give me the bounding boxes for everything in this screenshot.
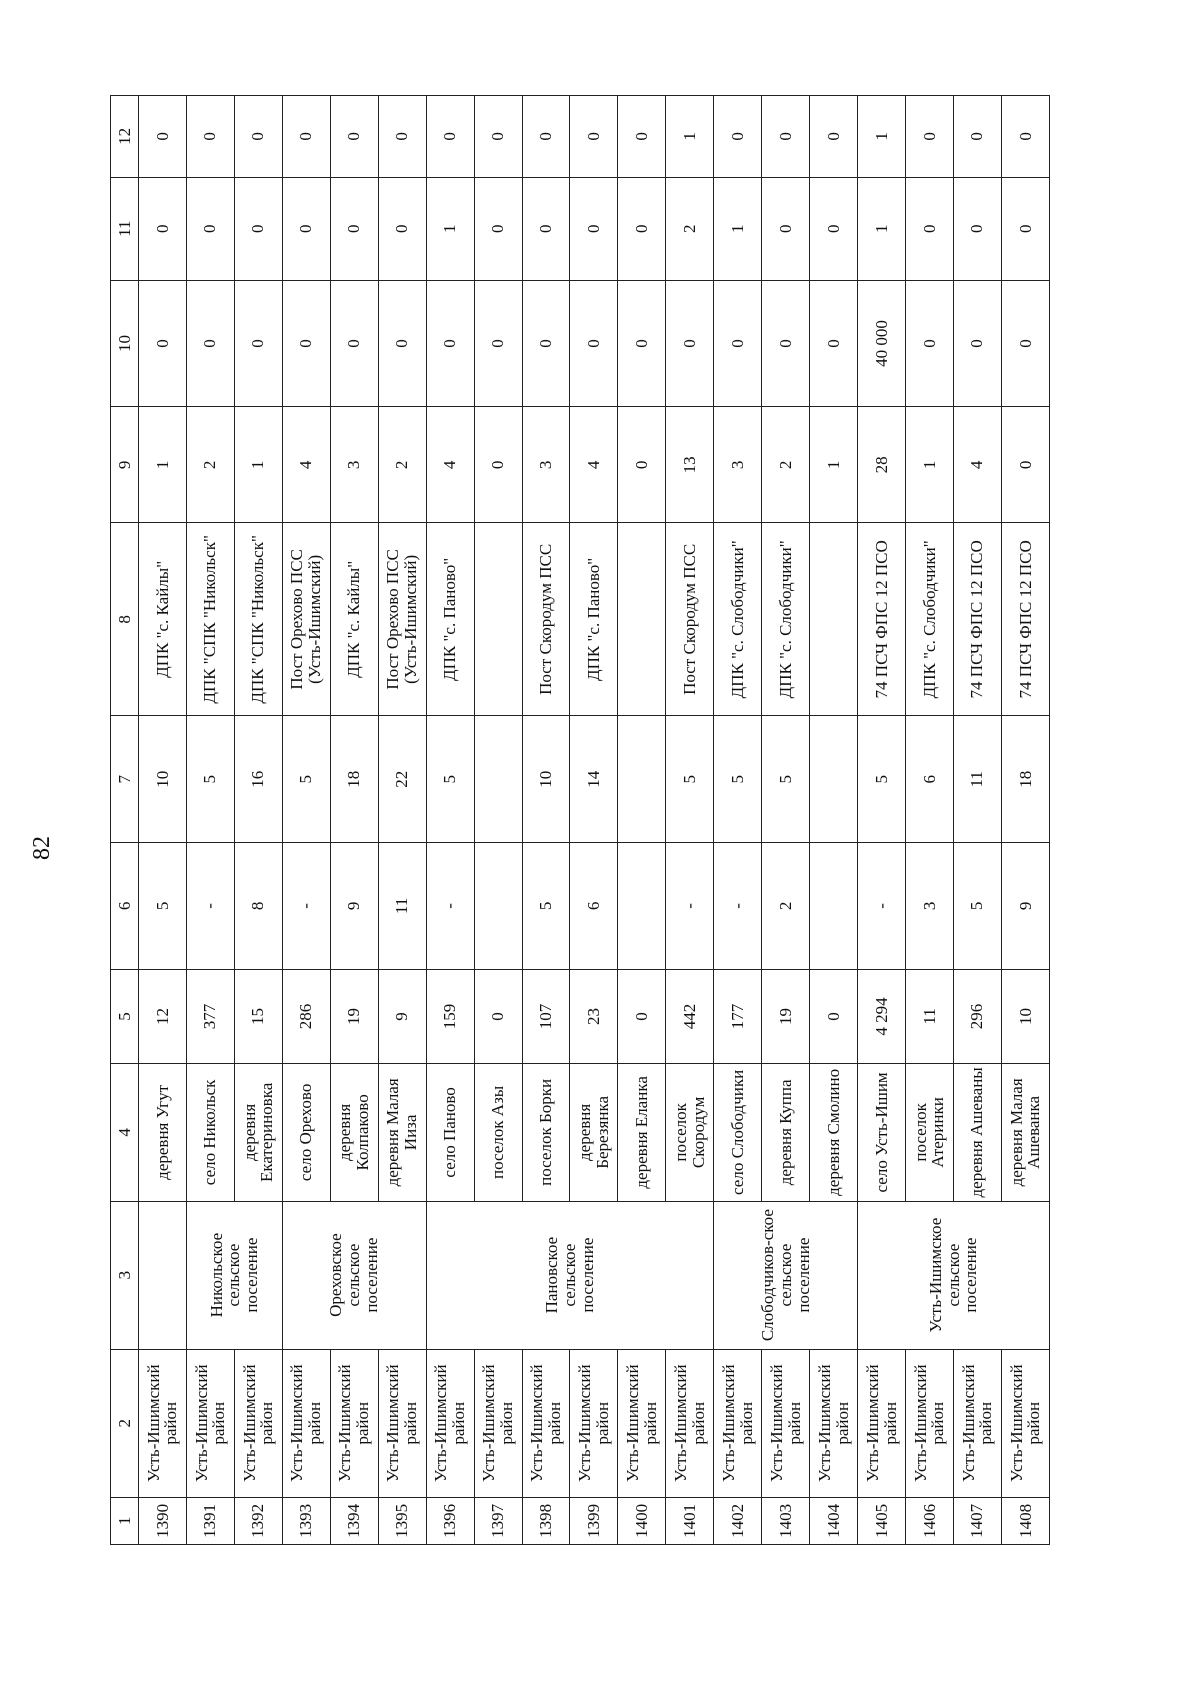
row-number-cell: 1400: [618, 1497, 666, 1544]
column-header: 1: [111, 1497, 139, 1544]
value-cell-col9: 1: [906, 407, 954, 523]
value-cell-col7: [810, 716, 858, 843]
settlement-group-cell: [139, 1201, 187, 1349]
table-body: [139, 96, 1050, 1545]
population-cell: 19: [762, 969, 810, 1063]
value-cell-col12: 0: [474, 96, 522, 178]
value-cell-col12: 0: [570, 96, 618, 178]
value-cell-col10: 0: [330, 280, 378, 407]
column-header: 6: [111, 843, 139, 970]
value-cell-col11: 0: [378, 177, 426, 280]
value-cell-col10: 0: [714, 280, 762, 407]
column-header: 4: [111, 1064, 139, 1201]
value-cell-col11: 1: [858, 177, 906, 280]
value-cell-col12: 0: [714, 96, 762, 178]
district-cell: Усть-Ишимский район: [953, 1349, 1001, 1497]
fire-unit-cell: ДПК "с. Паново": [570, 523, 618, 716]
locality-cell: село Паново: [426, 1064, 474, 1201]
fire-unit-cell: ДПК "с. Кайлы": [330, 523, 378, 716]
column-header: 2: [111, 1349, 139, 1497]
fire-unit-cell: ДПК "с. Слободчики": [714, 523, 762, 716]
district-cell: Усть-Ишимский район: [522, 1349, 570, 1497]
population-cell: 4 294: [858, 969, 906, 1063]
value-cell-col6: -: [666, 843, 714, 970]
district-cell: Усть-Ишимский район: [810, 1349, 858, 1497]
value-cell-col6: 9: [1001, 843, 1049, 970]
row-number-cell: 1390: [139, 1497, 187, 1544]
district-cell: Усть-Ишимский район: [1001, 1349, 1049, 1497]
value-cell-col10: 0: [618, 280, 666, 407]
value-cell-col7: 16: [234, 716, 282, 843]
district-cell: Усть-Ишимский район: [330, 1349, 378, 1497]
fire-unit-cell: ДПК "с. Слободчики": [906, 523, 954, 716]
district-cell: Усть-Ишимский район: [618, 1349, 666, 1497]
value-cell-col9: 0: [618, 407, 666, 523]
column-header: 9: [111, 407, 139, 523]
table-row: [186, 96, 234, 1545]
column-header: 3: [111, 1201, 139, 1349]
fire-unit-cell: ДПК "с. Кайлы": [139, 523, 187, 716]
locality-cell: деревня Екатериновка: [234, 1064, 282, 1201]
value-cell-col11: 0: [522, 177, 570, 280]
value-cell-col9: 3: [330, 407, 378, 523]
fire-unit-cell: ДПК "с. Паново": [426, 523, 474, 716]
population-cell: 11: [906, 969, 954, 1063]
district-cell: Усть-Ишимский район: [762, 1349, 810, 1497]
value-cell-col10: 0: [953, 280, 1001, 407]
value-cell-col7: 6: [906, 716, 954, 843]
value-cell-col9: 2: [378, 407, 426, 523]
value-cell-col12: 1: [858, 96, 906, 178]
table-row: [714, 96, 762, 1545]
value-cell-col6: -: [186, 843, 234, 970]
value-cell-col6: 5: [522, 843, 570, 970]
value-cell-col7: [474, 716, 522, 843]
row-number-cell: 1392: [234, 1497, 282, 1544]
district-cell: Усть-Ишимский район: [858, 1349, 906, 1497]
fire-unit-cell: [474, 523, 522, 716]
value-cell-col9: 4: [953, 407, 1001, 523]
locality-cell: село Слободчики: [714, 1064, 762, 1201]
table-row: [858, 96, 906, 1545]
population-cell: 23: [570, 969, 618, 1063]
population-cell: 9: [378, 969, 426, 1063]
row-number-cell: 1408: [1001, 1497, 1049, 1544]
value-cell-col12: 0: [810, 96, 858, 178]
value-cell-col7: 5: [858, 716, 906, 843]
row-number-cell: 1404: [810, 1497, 858, 1544]
value-cell-col7: 11: [953, 716, 1001, 843]
value-cell-col6: -: [858, 843, 906, 970]
settlement-group-cell: Никольское сельское поселение: [186, 1201, 282, 1349]
value-cell-col10: 0: [234, 280, 282, 407]
value-cell-col6: 8: [234, 843, 282, 970]
value-cell-col6: 5: [139, 843, 187, 970]
value-cell-col11: 2: [666, 177, 714, 280]
locality-cell: деревня Малая Ашеванка: [1001, 1064, 1049, 1201]
value-cell-col9: 2: [186, 407, 234, 523]
value-cell-col11: 0: [330, 177, 378, 280]
fire-unit-cell: Пост Орехово ПСС (Усть-Ишимский): [282, 523, 330, 716]
district-cell: Усть-Ишимский район: [666, 1349, 714, 1497]
column-header: 10: [111, 280, 139, 407]
value-cell-col11: 0: [1001, 177, 1049, 280]
value-cell-col12: 0: [282, 96, 330, 178]
value-cell-col9: 3: [714, 407, 762, 523]
value-cell-col10: 0: [570, 280, 618, 407]
row-number-cell: 1401: [666, 1497, 714, 1544]
fire-unit-cell: [810, 523, 858, 716]
value-cell-col7: [618, 716, 666, 843]
value-cell-col10: 0: [426, 280, 474, 407]
value-cell-col10: 0: [666, 280, 714, 407]
population-cell: 159: [426, 969, 474, 1063]
district-cell: Усть-Ишимский район: [234, 1349, 282, 1497]
value-cell-col10: 0: [522, 280, 570, 407]
population-cell: 10: [1001, 969, 1049, 1063]
value-cell-col11: 0: [474, 177, 522, 280]
value-cell-col7: 22: [378, 716, 426, 843]
fire-unit-cell: ДПК "СПК "Никольск": [186, 523, 234, 716]
locality-cell: деревня Куппа: [762, 1064, 810, 1201]
population-cell: 286: [282, 969, 330, 1063]
locality-cell: поселок Азы: [474, 1064, 522, 1201]
locality-cell: деревня Малая Ииза: [378, 1064, 426, 1201]
value-cell-col9: 4: [570, 407, 618, 523]
value-cell-col9: 1: [810, 407, 858, 523]
row-number-cell: 1399: [570, 1497, 618, 1544]
rotated-table-wrapper: [110, 95, 1050, 1545]
value-cell-col11: 0: [953, 177, 1001, 280]
fire-unit-cell: Пост Орехово ПСС (Усть-Ишимский): [378, 523, 426, 716]
row-number-cell: 1394: [330, 1497, 378, 1544]
value-cell-col9: 1: [139, 407, 187, 523]
row-number-cell: 1398: [522, 1497, 570, 1544]
district-cell: Усть-Ишимский район: [378, 1349, 426, 1497]
locality-cell: деревня Угут: [139, 1064, 187, 1201]
value-cell-col11: 0: [906, 177, 954, 280]
district-cell: Усть-Ишимский район: [570, 1349, 618, 1497]
row-number-cell: 1393: [282, 1497, 330, 1544]
fire-unit-cell: 74 ПСЧ ФПС 12 ПСО: [858, 523, 906, 716]
value-cell-col7: 5: [186, 716, 234, 843]
value-cell-col6: [474, 843, 522, 970]
column-header: 12: [111, 96, 139, 178]
population-cell: 442: [666, 969, 714, 1063]
value-cell-col11: 0: [570, 177, 618, 280]
row-number-cell: 1391: [186, 1497, 234, 1544]
page-number: 82: [29, 836, 55, 860]
value-cell-col6: -: [282, 843, 330, 970]
settlement-group-cell: Пановское сельское поселение: [426, 1201, 714, 1349]
locality-cell: село Орехово: [282, 1064, 330, 1201]
value-cell-col6: -: [714, 843, 762, 970]
table-row: [426, 96, 474, 1545]
population-cell: 377: [186, 969, 234, 1063]
value-cell-col7: 5: [282, 716, 330, 843]
row-number-cell: 1407: [953, 1497, 1001, 1544]
value-cell-col7: 5: [762, 716, 810, 843]
row-number-cell: 1402: [714, 1497, 762, 1544]
population-cell: 296: [953, 969, 1001, 1063]
population-cell: 19: [330, 969, 378, 1063]
settlement-group-cell: Ореховское сельское поселение: [282, 1201, 426, 1349]
value-cell-col11: 0: [618, 177, 666, 280]
locality-cell: поселок Атеринки: [906, 1064, 954, 1201]
value-cell-col12: 0: [186, 96, 234, 178]
fire-unit-cell: ДПК "с. Слободчики": [762, 523, 810, 716]
value-cell-col9: 0: [1001, 407, 1049, 523]
locality-cell: село Никольск: [186, 1064, 234, 1201]
value-cell-col6: [618, 843, 666, 970]
value-cell-col12: 0: [139, 96, 187, 178]
population-cell: 0: [810, 969, 858, 1063]
fire-unit-cell: [618, 523, 666, 716]
population-cell: 0: [618, 969, 666, 1063]
value-cell-col10: 0: [378, 280, 426, 407]
locality-cell: село Усть-Ишим: [858, 1064, 906, 1201]
value-cell-col7: 10: [522, 716, 570, 843]
fire-unit-cell: Пост Скородум ПСС: [522, 523, 570, 716]
row-number-cell: 1397: [474, 1497, 522, 1544]
population-cell: 177: [714, 969, 762, 1063]
value-cell-col6: [810, 843, 858, 970]
value-cell-col12: 0: [1001, 96, 1049, 178]
district-cell: Усть-Ишимский район: [139, 1349, 187, 1497]
value-cell-col10: 0: [474, 280, 522, 407]
value-cell-col9: 2: [762, 407, 810, 523]
column-header: 5: [111, 969, 139, 1063]
row-number-cell: 1406: [906, 1497, 954, 1544]
value-cell-col12: 0: [953, 96, 1001, 178]
value-cell-col9: 28: [858, 407, 906, 523]
locality-cell: деревня Березянка: [570, 1064, 618, 1201]
settlement-group-cell: Усть-Ишимское сельское поселение: [858, 1201, 1050, 1349]
value-cell-col12: 0: [522, 96, 570, 178]
value-cell-col11: 1: [714, 177, 762, 280]
value-cell-col9: 3: [522, 407, 570, 523]
settlements-table: [110, 95, 1050, 1545]
value-cell-col11: 0: [234, 177, 282, 280]
value-cell-col10: 0: [906, 280, 954, 407]
value-cell-col7: 18: [330, 716, 378, 843]
population-cell: 107: [522, 969, 570, 1063]
value-cell-col10: 0: [762, 280, 810, 407]
district-cell: Усть-Ишимский район: [186, 1349, 234, 1497]
value-cell-col10: 40 000: [858, 280, 906, 407]
value-cell-col7: 5: [426, 716, 474, 843]
population-cell: 12: [139, 969, 187, 1063]
value-cell-col10: 0: [186, 280, 234, 407]
fire-unit-cell: Пост Скородум ПСС: [666, 523, 714, 716]
locality-cell: деревня Смолино: [810, 1064, 858, 1201]
fire-unit-cell: 74 ПСЧ ФПС 12 ПСО: [1001, 523, 1049, 716]
row-number-cell: 1396: [426, 1497, 474, 1544]
value-cell-col12: 0: [378, 96, 426, 178]
value-cell-col6: 9: [330, 843, 378, 970]
value-cell-col12: 1: [666, 96, 714, 178]
value-cell-col6: 3: [906, 843, 954, 970]
column-header: 8: [111, 523, 139, 716]
value-cell-col12: 0: [762, 96, 810, 178]
locality-cell: деревня Ашеваны: [953, 1064, 1001, 1201]
value-cell-col7: 14: [570, 716, 618, 843]
value-cell-col7: 10: [139, 716, 187, 843]
district-cell: Усть-Ишимский район: [282, 1349, 330, 1497]
fire-unit-cell: 74 ПСЧ ФПС 12 ПСО: [953, 523, 1001, 716]
district-cell: Усть-Ишимский район: [906, 1349, 954, 1497]
row-number-cell: 1405: [858, 1497, 906, 1544]
district-cell: Усть-Ишимский район: [474, 1349, 522, 1497]
fire-unit-cell: ДПК "СПК "Никольск": [234, 523, 282, 716]
table-header-row: [111, 96, 139, 1545]
population-cell: 0: [474, 969, 522, 1063]
value-cell-col9: 4: [426, 407, 474, 523]
value-cell-col9: 1: [234, 407, 282, 523]
locality-cell: поселок Скородум: [666, 1064, 714, 1201]
value-cell-col11: 0: [810, 177, 858, 280]
value-cell-col10: 0: [810, 280, 858, 407]
value-cell-col6: 6: [570, 843, 618, 970]
value-cell-col7: 5: [714, 716, 762, 843]
column-header: 11: [111, 177, 139, 280]
value-cell-col11: 1: [426, 177, 474, 280]
row-number-cell: 1403: [762, 1497, 810, 1544]
value-cell-col6: 5: [953, 843, 1001, 970]
district-cell: Усть-Ишимский район: [426, 1349, 474, 1497]
table-row: [282, 96, 330, 1545]
value-cell-col9: 0: [474, 407, 522, 523]
value-cell-col6: 2: [762, 843, 810, 970]
value-cell-col10: 0: [139, 280, 187, 407]
value-cell-col9: 4: [282, 407, 330, 523]
value-cell-col12: 0: [618, 96, 666, 178]
district-cell: Усть-Ишимский район: [714, 1349, 762, 1497]
value-cell-col12: 0: [906, 96, 954, 178]
value-cell-col11: 0: [762, 177, 810, 280]
settlement-group-cell: Слободчиков-ское сельское поселение: [714, 1201, 858, 1349]
value-cell-col11: 0: [186, 177, 234, 280]
locality-cell: деревня Колпаково: [330, 1064, 378, 1201]
value-cell-col6: 11: [378, 843, 426, 970]
value-cell-col9: 13: [666, 407, 714, 523]
value-cell-col12: 0: [234, 96, 282, 178]
table-row: [139, 96, 187, 1545]
column-header: 7: [111, 716, 139, 843]
locality-cell: деревня Еланка: [618, 1064, 666, 1201]
value-cell-col12: 0: [330, 96, 378, 178]
value-cell-col6: -: [426, 843, 474, 970]
value-cell-col10: 0: [1001, 280, 1049, 407]
population-cell: 15: [234, 969, 282, 1063]
value-cell-col7: 18: [1001, 716, 1049, 843]
value-cell-col11: 0: [139, 177, 187, 280]
value-cell-col12: 0: [426, 96, 474, 178]
value-cell-col7: 5: [666, 716, 714, 843]
row-number-cell: 1395: [378, 1497, 426, 1544]
value-cell-col10: 0: [282, 280, 330, 407]
locality-cell: поселок Борки: [522, 1064, 570, 1201]
value-cell-col11: 0: [282, 177, 330, 280]
